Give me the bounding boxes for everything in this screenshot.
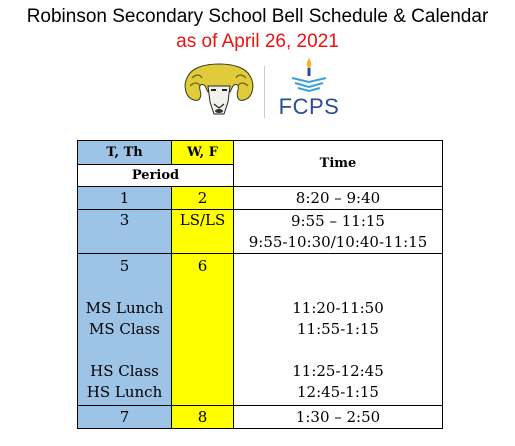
header-wf: W, F: [172, 141, 234, 165]
fcps-logo: [272, 56, 346, 122]
ms-lunch-time: 11:20-11:50: [292, 299, 384, 317]
period-6-label: 6: [197, 257, 208, 275]
hs-class-time: 11:25-12:45: [292, 362, 384, 380]
period-7-cell: 7: [78, 406, 172, 429]
period-2-cell: 2: [172, 187, 234, 210]
header-time: Time: [234, 141, 443, 187]
time-2-primary: 9:55 – 11:15: [291, 211, 385, 230]
bell-schedule-table: [77, 140, 443, 429]
time-cell-1: 8:20 – 9:40: [234, 187, 443, 210]
time-2-alternate: 9:55-10:30/10:40-11:15: [248, 232, 428, 251]
logo-divider: [264, 66, 265, 118]
hs-lunch-time: 12:45-1:15: [297, 383, 379, 401]
period-1-cell: 1: [78, 187, 172, 210]
period-ls-cell: [172, 210, 234, 254]
ms-class-time: 11:55-1:15: [297, 320, 379, 338]
hs-class-label: HS Class: [90, 362, 159, 380]
header-tth: T, Th: [78, 141, 172, 165]
ram-mascot-icon: [178, 58, 260, 118]
page-subtitle: as of April 26, 2021: [176, 31, 339, 52]
period-6-cell: [172, 254, 234, 406]
time-cell-3: [234, 254, 443, 406]
header-period: Period: [78, 165, 234, 187]
period-ls-label: LS/LS: [179, 211, 226, 229]
period-5-label: 5: [119, 257, 130, 275]
ms-lunch-label: MS Lunch: [85, 299, 164, 317]
period-5-cell: [78, 254, 172, 406]
period-8-cell: 8: [172, 406, 234, 429]
period-3-label: 3: [119, 211, 130, 229]
open-book-torch-icon: [272, 56, 346, 96]
time-cell-2: [234, 210, 443, 254]
page-title: Robinson Secondary School Bell Schedule & Calendar: [26, 6, 489, 27]
time-cell-4: 1:30 – 2:50: [234, 406, 443, 429]
hs-lunch-label: HS Lunch: [86, 383, 163, 401]
fcps-wordmark: FCPS: [278, 94, 340, 119]
ms-class-label: MS Class: [88, 320, 160, 338]
period-3-cell: [78, 210, 172, 254]
